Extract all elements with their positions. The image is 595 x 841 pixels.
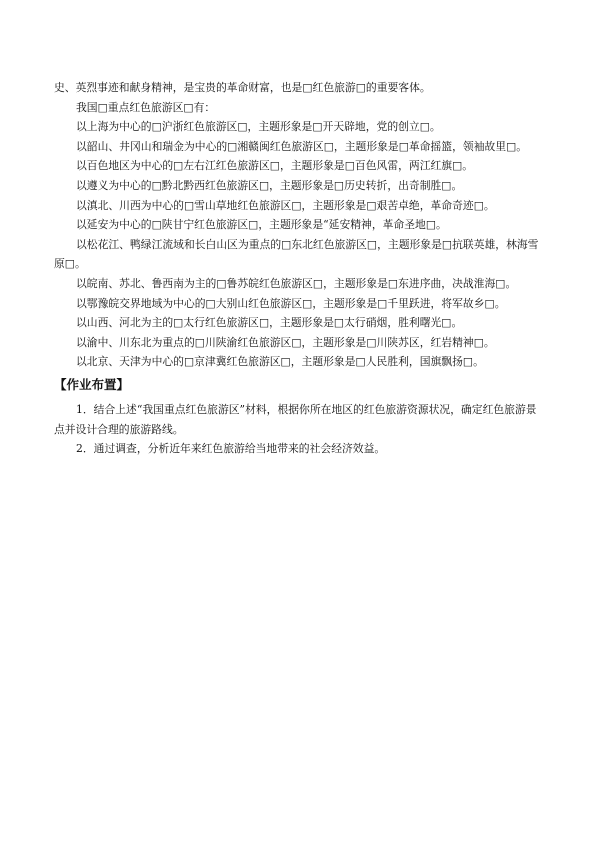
homework-item-2: 2．通过调查，分析近年来红色旅游给当地带来的社会经济效益。 bbox=[76, 442, 386, 456]
area-paragraph-4: 以遵义为中心的□黔北黔西红色旅游区□，主题形象是□历史转折，出奇制胜□。 bbox=[76, 178, 463, 192]
homework-item-1: 1．结合上述“我国重点红色旅游区”材料，根据你所在地区的红色旅游资源状况，确定红色旅游景点并设计合理的旅游路线。 bbox=[54, 402, 537, 436]
document-body bbox=[54, 78, 542, 459]
area-paragraph-5: 以滇北、川西为中心的□雪山草地红色旅游区□，主题形象是□艰苦卓绝，革命奇迹□。 bbox=[76, 198, 495, 212]
area-paragraph-2: 以韶山、井冈山和瑞金为中心的□湘赣闽红色旅游区□，主题形象是□革命摇篮，领袖故里□。 bbox=[76, 139, 528, 153]
area-paragraph-8: 以皖南、苏北、鲁西南为主的□鲁苏皖红色旅游区□，主题形象是□东进序曲，决战淮海□。 bbox=[76, 276, 517, 290]
area-paragraph-12: 以北京、天津为中心的□京津冀红色旅游区□，主题形象是□人民胜利，国旗飘扬□。 bbox=[76, 355, 484, 369]
lead-paragraph: 我国□重点红色旅游区□有： bbox=[76, 100, 216, 114]
area-paragraph-3: 以百色地区为中心的□左右江红色旅游区□，主题形象是□百色风雷，两江红旗□。 bbox=[76, 159, 474, 173]
area-paragraph-9: 以鄂豫皖交界地域为中心的□大别山红色旅游区□，主题形象是□千里跃进，将军故乡□。 bbox=[76, 296, 506, 310]
intro-paragraph: 史、英烈事迹和献身精神，是宝贵的革命财富，也是□红色旅游□的重要客体。 bbox=[54, 81, 431, 94]
area-paragraph-1: 以上海为中心的□沪浙红色旅游区□，主题形象是□开天辟地，党的创立□。 bbox=[76, 120, 441, 134]
area-paragraph-6: 以延安为中心的□陕甘宁红色旅游区□，主题形象是“延安精神，革命圣地□。 bbox=[76, 218, 447, 232]
area-paragraph-7: 以松花江、鸭绿江流域和长白山区为重点的□东北红色旅游区□，主题形象是□抗联英雄，林海雪原□。 bbox=[54, 237, 539, 271]
area-paragraph-10: 以山西、河北为主的□太行红色旅游区□，主题形象是□太行硝烟，胜利曙光□。 bbox=[76, 316, 463, 330]
area-paragraph-11: 以渝中、川东北为重点的□川陕渝红色旅游区□，主题形象是□川陕苏区，红岩精神□。 bbox=[76, 335, 495, 349]
homework-heading: 【作业布置】 bbox=[54, 376, 130, 392]
